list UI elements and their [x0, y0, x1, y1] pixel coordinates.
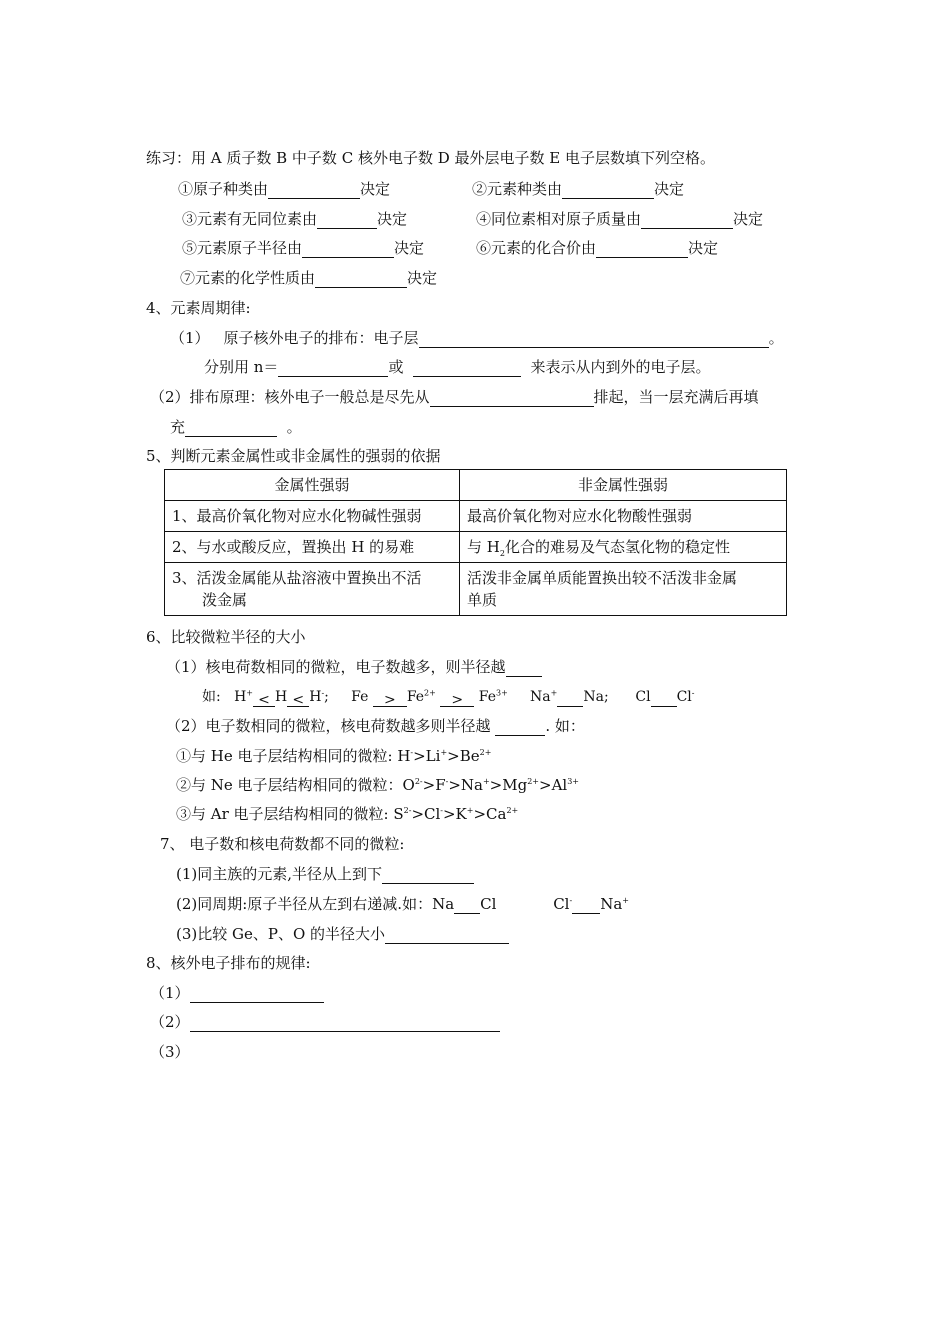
blank[interactable] [651, 688, 677, 707]
table-row [165, 532, 787, 563]
s6-p1: （1）核电荷数相同的微粒，电子数越多，则半径越 [166, 657, 542, 677]
table-header-cell: 非金属性强弱 [460, 470, 787, 501]
comparison-table [164, 469, 787, 616]
s4-p1: （1） 原子核外电子的排布：电子层 。 [170, 329, 784, 347]
table-header-row [165, 470, 787, 501]
table-cell: 2、与水或酸反应，置换出 H 的易难 [165, 532, 460, 563]
section-5-title: 5、判断元素金属性或非金属性的强弱的依据 [146, 447, 441, 465]
exercise-item-7: ⑦元素的化学性质由 决定 [180, 269, 438, 287]
blank[interactable] [278, 358, 388, 377]
table-row [165, 563, 787, 616]
blank[interactable] [419, 329, 769, 348]
table-cell: 活泼非金属单质能置换出较不活泼非金属 单质 [460, 563, 787, 616]
s6-p2: （2）电子数相同的微粒，核电荷数越多则半径越 . 如： [166, 717, 585, 735]
section-8-title: 8、核外电子排布的规律: [146, 954, 311, 972]
blank[interactable] [190, 1013, 500, 1032]
s6-he-line: ①与 He 电子层结构相同的微粒: $H^->Li^+>Be^{2+}$ [176, 747, 492, 765]
table-cell: 与 $H_2$化合的难易及气态氢化物的稳定性 [460, 532, 787, 563]
s7-l1: (1)同主族的元素,半径从上到下 [176, 864, 474, 884]
blank[interactable] [268, 180, 360, 199]
s8-item-3: （3） [150, 1043, 190, 1061]
blank[interactable] [317, 210, 377, 229]
s4-p2: （2）排布原理：核外电子一般总是尽先从 排起，当一层充满后再填 [150, 388, 759, 406]
table-row [165, 501, 787, 532]
blank[interactable] [562, 180, 654, 199]
blank[interactable] [385, 925, 509, 944]
blank[interactable] [495, 717, 545, 736]
exercise-intro: 练习：用 A 质子数 B 中子数 C 核外电子数 D 最外层电子数 E 电子层数填下列空格。 [146, 149, 715, 167]
exercise-item-4: ④同位素相对原子质量由 决定 [476, 210, 764, 228]
section-7-title: 7、 电子数和核电荷数都不同的微粒: [160, 835, 405, 853]
s7-l2: (2)同周期:原子半径从左到右递减.如：Na Cl Cl- Na+ [176, 895, 629, 913]
blank[interactable] [596, 239, 688, 258]
exercise-item-3: ③元素有无同位素由 决定 [182, 210, 408, 228]
table-cell: 最高价氧化物对应水化物酸性强弱 [460, 501, 787, 532]
exercise-item-1: ①原子种类由 决定 [178, 180, 391, 198]
s6-examples: 如: H+ < H < H-; $Fe > Fe^{2+} > Fe^{3+}$ Na+ Na; Cl Cl- [202, 688, 695, 708]
blank[interactable]: < [287, 690, 309, 707]
blank[interactable] [190, 984, 324, 1003]
table-cell: 3、活泼金属能从盐溶液中置换出不活 泼金属 [165, 563, 460, 616]
exercise-item-6: ⑥元素的化合价由 决定 [476, 239, 719, 257]
s8-item-1: （1） [150, 983, 324, 1003]
blank[interactable] [315, 269, 407, 288]
s8-item-2: （2） [150, 1012, 500, 1032]
s4-p1-line2: 分别用 n＝ 或 来表示从内到外的电子层。 [204, 358, 711, 376]
blank[interactable] [430, 388, 594, 407]
section-6-title: 6、比较微粒半径的大小 [146, 628, 306, 646]
blank[interactable] [572, 895, 600, 914]
s4-p2-line2: 充 。 [170, 418, 302, 436]
exercise-item-2: ②元素种类由 决定 [472, 180, 685, 198]
blank[interactable]: < [253, 690, 275, 707]
blank[interactable] [641, 210, 733, 229]
blank[interactable]: > [373, 690, 407, 707]
blank[interactable] [413, 358, 521, 377]
blank[interactable] [302, 239, 394, 258]
s7-l3: (3)比较 Ge、P、O 的半径大小 [176, 924, 509, 944]
table-cell: 1、最高价氧化物对应水化物碱性强弱 [165, 501, 460, 532]
table-header-cell: 金属性强弱 [165, 470, 460, 501]
s6-ar-line: ③与 Ar 电子层结构相同的微粒: $S^{2-}>Cl^->K^+>Ca^{2+}$ [176, 805, 519, 823]
blank[interactable] [506, 658, 542, 677]
blank[interactable] [454, 895, 480, 914]
blank[interactable] [382, 865, 474, 884]
blank[interactable] [185, 418, 277, 437]
blank[interactable]: > [440, 690, 474, 707]
blank[interactable] [557, 688, 583, 707]
s6-ne-line: ②与 Ne 电子层结构相同的微粒：$O^{2-}>F^->Na^+>Mg^{2+}>Al^{3+}$ [176, 776, 579, 794]
exercise-item-5: ⑤元素原子半径由 决定 [182, 239, 425, 257]
section-4-title: 4、元素周期律: [146, 299, 251, 317]
